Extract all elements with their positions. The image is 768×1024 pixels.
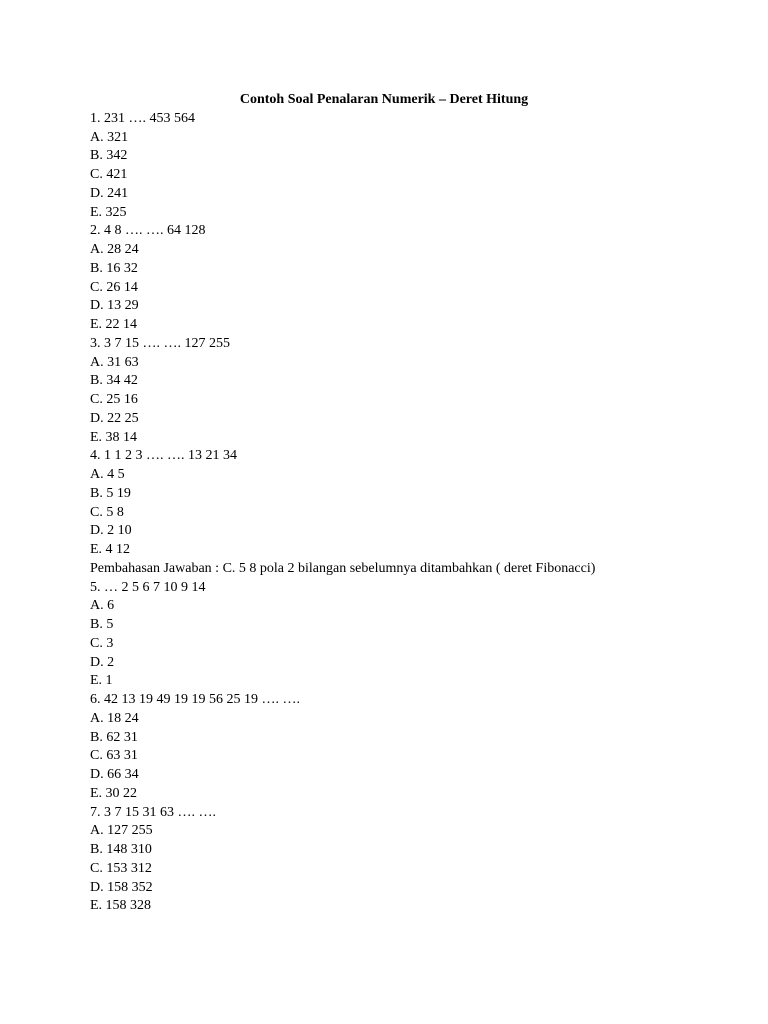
document-line: A. 6: [90, 598, 115, 614]
document-line: C. 5 8: [90, 504, 124, 520]
document-line: E. 325: [90, 204, 127, 220]
document-page: [90, 91, 690, 916]
document-line: D. 66 34: [90, 767, 139, 782]
document-line: A. 18 24: [90, 710, 139, 726]
document-line: B. 34 42: [90, 373, 138, 389]
document-title: Contoh Soal Penalaran Numerik – Deret Hitung: [239, 92, 529, 107]
document-line: C. 25 16: [90, 392, 138, 407]
document-line: E. 158 328: [90, 898, 152, 914]
document-line: B. 16 32: [90, 260, 138, 276]
document-line: 5. … 2 5 6 7 10 9 14: [90, 579, 206, 595]
document-line: 1. 231 …. 453 564: [90, 110, 195, 126]
document-line: B. 5: [90, 617, 114, 632]
document-line: 2. 4 8 …. …. 64 128: [90, 223, 206, 239]
document-line: A. 4 5: [90, 467, 125, 482]
document-line: B. 148 310: [90, 842, 152, 857]
document-line: D. 241: [90, 185, 129, 201]
document-line: A. 127 255: [90, 823, 153, 839]
document-line: E. 1: [90, 673, 113, 689]
document-line: D. 22 25: [90, 410, 139, 426]
document-line: A. 321: [90, 129, 129, 145]
document-line: Pembahasan Jawaban : C. 5 8 pola 2 bilangan sebelumnya ditambahkan ( deret Fibonacci): [90, 560, 596, 576]
document-line: C. 26 14: [90, 279, 138, 295]
question-list: [90, 110, 690, 916]
document-line: E. 22 14: [90, 317, 138, 332]
document-line: D. 2: [90, 654, 115, 670]
document-line: E. 30 22: [90, 785, 138, 801]
document-line: 3. 3 7 15 …. …. 127 255: [90, 335, 230, 351]
document-line: E. 4 12: [90, 542, 131, 557]
document-line: E. 38 14: [90, 429, 138, 445]
document-line: B. 342: [90, 148, 128, 164]
document-line: C. 3: [90, 635, 114, 651]
document-line: C. 421: [90, 167, 128, 182]
document-line: D. 2 10: [90, 523, 132, 539]
document-line: B. 62 31: [90, 729, 138, 745]
document-line: D. 13 29: [90, 298, 139, 314]
document-line: A. 31 63: [90, 354, 139, 370]
document-line: C. 153 312: [90, 860, 152, 876]
document-line: 6. 42 13 19 49 19 19 56 25 19 …. ….: [90, 692, 300, 707]
document-line: C. 63 31: [90, 748, 138, 764]
document-line: A. 28 24: [90, 242, 139, 257]
document-line: 7. 3 7 15 31 63 …. ….: [90, 804, 216, 820]
document-line: B. 5 19: [90, 485, 131, 501]
document-line: 4. 1 1 2 3 …. …. 13 21 34: [90, 448, 237, 464]
document-line: D. 158 352: [90, 879, 153, 895]
